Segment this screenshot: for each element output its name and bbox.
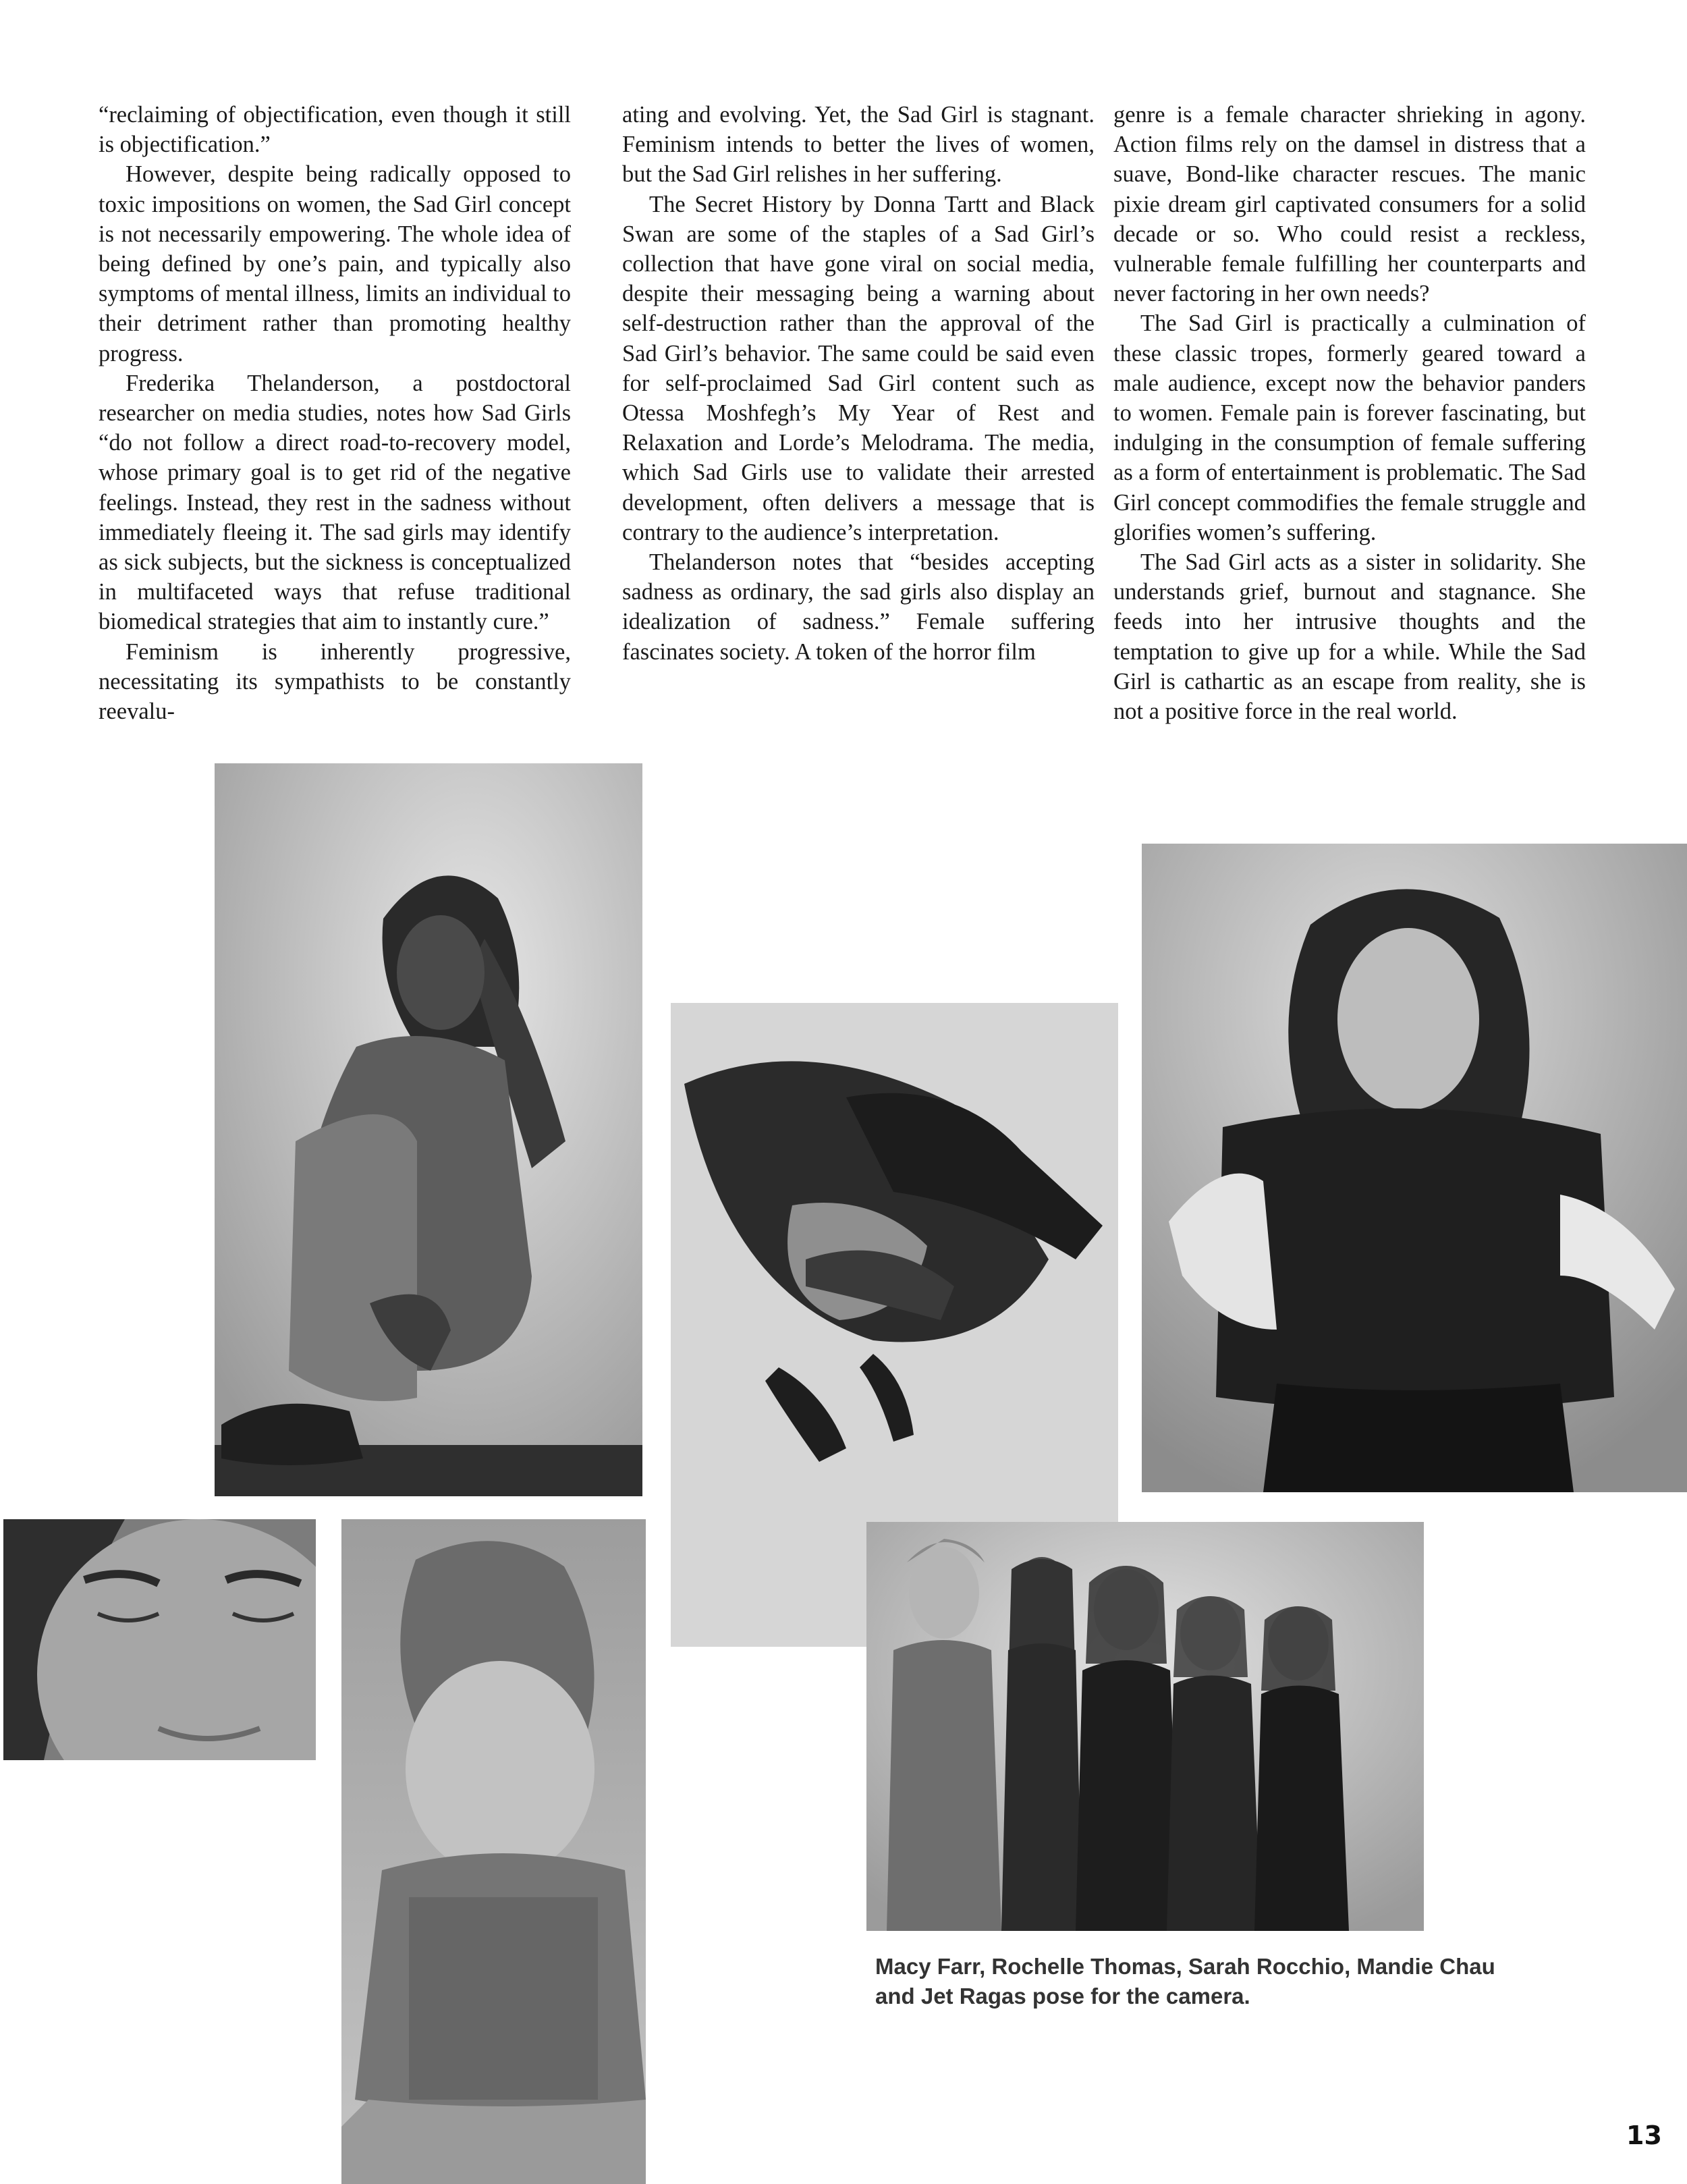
photo-closeup-face: [3, 1519, 316, 1760]
photo-caption: Macy Farr, Rochelle Thomas, Sarah Rocchio, Mandie Chau and Jet Ragas pose for the camera.: [875, 1954, 1495, 2009]
article-column-3: [1113, 100, 1586, 726]
paragraph: The Sad Girl is practically a culmination of these classic tropes, formerly geared toward a male audience, except now the behavior panders to women. Female pain is forever fascinating, but indulging in the consumption of female suffering as a form of entertainment is problematic. The Sad Girl concept commodifies the female struggle and glorifies women’s suffering.: [1113, 310, 1586, 545]
paragraph: The Sad Girl acts as a sister in solidarity. She understands grief, burnout and stagnance. She feeds into her intrusive thoughts and the temptation to give up for a while. While the Sad Girl is cathartic as an escape from reality, she is not a positive force in the real world.: [1113, 549, 1586, 725]
photo-girl-looking-up: [341, 1519, 646, 2184]
paragraph: However, despite being radically opposed to toxic impositions on women, the Sad Girl concept is not necessarily empowering. The whole idea of being defined by one’s pain, and typically also symptoms of mental illness, limits an individual to their detriment rather than promoting healthy progress.: [99, 161, 571, 366]
photo-group-of-five: [866, 1522, 1424, 1931]
paragraph: Frederika Thelanderson, a postdoctoral researcher on media studies, notes how Sad Girls “do not follow a direct road-to-recovery model, whose primary goal is to get rid of the negative feelings. Instead, they rest in the sadness without immediately fleeing it. The sad girls may identify as sick subjects, but the sickness is conceptualized in multifaceted ways that refuse traditional biomedical strategies that aim to instantly cure.”: [99, 370, 571, 635]
paragraph: “reclaiming of objectification, even though it still is objectification.”: [99, 102, 571, 158]
paragraph: Feminism is inherently progressive, necessitating its sympathists to be constantly reevalu-: [99, 638, 571, 725]
article-column-2: [622, 100, 1095, 667]
photo-girl-hugging-knees: [215, 763, 642, 1496]
article-column-1: [99, 100, 571, 726]
paragraph: Thelanderson notes that “besides accepting sadness as ordinary, the sad girls also display an idealization of sadness.” Female suffering fascinates society. A token of the horror film: [622, 549, 1095, 665]
page-number: 13: [1626, 2121, 1662, 2150]
photo-girl-hands-on-hips: [1142, 844, 1687, 1492]
paragraph: genre is a female character shrieking in agony. Action films rely on the damsel in distress that a suave, Bond-like character rescues. The manic pixie dream girl captivated consumers for a solid decade or so. Who could resist a reckless, vulnerable female fulfilling her counterparts and never factoring in her own needs?: [1113, 102, 1586, 307]
paragraph: ating and evolving. Yet, the Sad Girl is stagnant. Feminism intends to better the lives of women, but the Sad Girl relishes in her suffering.: [622, 102, 1095, 188]
paragraph: The Secret History by Donna Tartt and Black Swan are some of the staples of a Sad Girl’s collection that have gone viral on social media, despite their messaging being a warning about self-destruction rather than the approval of the Sad Girl’s behavior. The same could be said even for self-proclaimed Sad Girl content such as Otessa Moshfegh’s My Year of Rest and Relaxation and Lorde’s Melodrama. The media, which Sad Girls use to validate their arrested development, often delivers a message that is contrary to the audience’s interpretation.: [622, 191, 1095, 545]
